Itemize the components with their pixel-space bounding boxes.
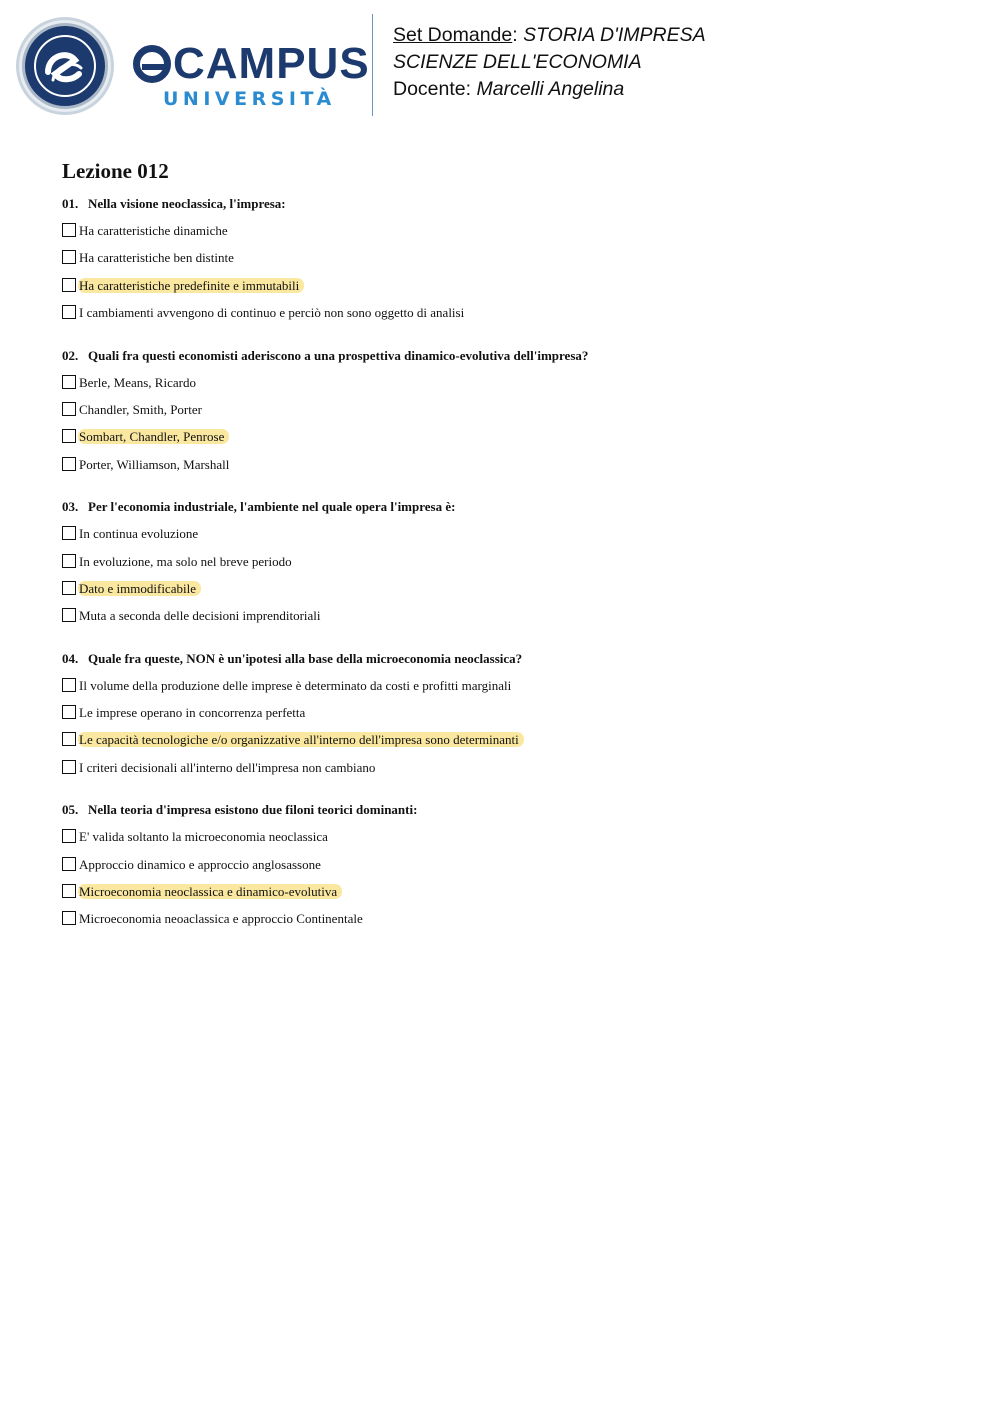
answer-checkbox[interactable] — [62, 705, 76, 719]
answer-option[interactable] — [62, 857, 962, 884]
question-text — [62, 348, 962, 364]
answer-label: E' valida soltanto la microeconomia neoclassica — [79, 829, 328, 845]
question-number: 05. — [62, 802, 79, 818]
set-label: Set Domande — [393, 24, 513, 46]
answer-option[interactable] — [62, 305, 962, 332]
answer-checkbox[interactable] — [62, 829, 76, 843]
answer-option[interactable] — [62, 526, 962, 553]
answer-option[interactable] — [62, 760, 962, 787]
answer-label: Chandler, Smith, Porter — [79, 401, 202, 417]
answer-option[interactable] — [62, 223, 962, 250]
answer-checkbox[interactable] — [62, 402, 76, 416]
question-number: 02. — [62, 347, 79, 363]
answer-option[interactable] — [62, 375, 962, 402]
header-divider — [372, 14, 373, 116]
answer-option[interactable] — [62, 250, 962, 277]
answer-checkbox[interactable] — [62, 732, 76, 746]
course-info — [393, 22, 706, 103]
answer-label: Muta a seconda delle decisioni imprenditoriali — [79, 608, 321, 624]
question-label: Nella teoria d'impresa esistono due filoni teorici dominanti: — [88, 802, 418, 818]
answer-label-highlighted: Microeconomia neoclassica e dinamico-evolutiva — [78, 884, 342, 899]
answer-label-highlighted: Le capacità tecnologiche e/o organizzative all'interno dell'impresa sono determinanti — [78, 732, 524, 747]
answer-checkbox[interactable] — [62, 608, 76, 622]
answer-label-highlighted: Sombart, Chandler, Penrose — [78, 429, 229, 444]
brand-subtitle: UNIVERSITÀ — [163, 88, 336, 110]
answer-label: Il volume della produzione delle imprese è determinato da costi e profitti marginali — [79, 677, 512, 693]
ecampus-wordmark-logo — [133, 39, 370, 114]
answer-option-correct[interactable] — [62, 732, 962, 759]
lesson-title: Lezione 012 — [62, 159, 169, 183]
answer-label: Ha caratteristiche dinamiche — [79, 223, 228, 238]
teacher-name: Marcelli Angelina — [476, 78, 625, 100]
answer-checkbox[interactable] — [62, 526, 76, 540]
question-text — [62, 802, 962, 818]
answer-option[interactable] — [62, 457, 962, 484]
question-number: 04. — [62, 650, 79, 666]
set-separator: : — [512, 24, 518, 46]
answer-option-correct[interactable] — [62, 884, 962, 911]
answer-checkbox[interactable] — [62, 250, 76, 264]
question-number: 03. — [62, 499, 79, 515]
course-line — [393, 22, 706, 49]
answer-label: I cambiamenti avvengono di continuo e perciò non sono oggetto di analisi — [79, 305, 465, 321]
answer-checkbox[interactable] — [62, 857, 76, 871]
brand-name: CAMPUS — [173, 39, 370, 88]
question — [62, 348, 962, 485]
question — [62, 499, 962, 636]
answer-option[interactable] — [62, 554, 962, 581]
answer-option[interactable] — [62, 608, 962, 635]
answer-option[interactable] — [62, 678, 962, 705]
answer-label-highlighted: Dato e immodificabile — [78, 581, 201, 596]
answer-option-correct[interactable] — [62, 429, 962, 456]
question-text — [62, 651, 962, 667]
question-number: 01. — [62, 196, 79, 211]
answer-label-highlighted: Ha caratteristiche predefinite e immutabili — [78, 278, 304, 293]
answer-label: Berle, Means, Ricardo — [79, 374, 196, 390]
question — [62, 651, 962, 788]
question-label: Quale fra queste, NON è un'ipotesi alla base della microeconomia neoclassica? — [88, 650, 523, 666]
answer-checkbox[interactable] — [62, 911, 76, 925]
answer-checkbox[interactable] — [62, 223, 76, 237]
answer-checkbox[interactable] — [62, 554, 76, 568]
teacher-label: Docente: — [393, 78, 472, 100]
answer-label: I criteri decisionali all'interno dell'impresa non cambiano — [79, 759, 376, 775]
answer-checkbox[interactable] — [62, 457, 76, 471]
course-name: STORIA D'IMPRESA — [523, 24, 706, 46]
answer-option[interactable] — [62, 402, 962, 429]
answer-option[interactable] — [62, 829, 962, 856]
answer-checkbox[interactable] — [62, 884, 76, 898]
answer-checkbox[interactable] — [62, 305, 76, 319]
answer-label: Porter, Williamson, Marshall — [79, 456, 230, 472]
question-list — [62, 196, 962, 954]
question-text — [62, 499, 962, 515]
answer-label: Le imprese operano in concorrenza perfetta — [79, 705, 306, 721]
question — [62, 196, 962, 333]
question-label: Quali fra questi economisti aderiscono a una prospettiva dinamico-evolutiva dell'impresa? — [88, 347, 589, 363]
question-text — [62, 196, 962, 212]
answer-checkbox[interactable] — [62, 581, 76, 595]
question-label: Per l'economia industriale, l'ambiente nel quale opera l'impresa è: — [88, 499, 456, 515]
answer-option[interactable] — [62, 911, 962, 938]
brand-e-mark — [133, 45, 171, 83]
answer-label: Microeconomia neoaclassica e approccio Continentale — [79, 911, 363, 927]
answer-label: Ha caratteristiche ben distinte — [79, 250, 234, 266]
answer-checkbox[interactable] — [62, 375, 76, 389]
answer-label: In continua evoluzione — [79, 526, 199, 542]
answer-option-correct[interactable] — [62, 581, 962, 608]
answer-label: In evoluzione, ma solo nel breve periodo — [79, 553, 292, 569]
answer-checkbox[interactable] — [62, 760, 76, 774]
ecampus-seal-logo — [15, 16, 115, 116]
teacher-line — [393, 76, 706, 103]
question — [62, 802, 962, 939]
answer-option-correct[interactable] — [62, 278, 962, 305]
answer-checkbox[interactable] — [62, 278, 76, 292]
answer-checkbox[interactable] — [62, 429, 76, 443]
answer-label: Approccio dinamico e approccio anglosassone — [79, 856, 321, 872]
answer-checkbox[interactable] — [62, 678, 76, 692]
question-label: Nella visione neoclassica, l'impresa: — [88, 196, 286, 211]
answer-option[interactable] — [62, 705, 962, 732]
faculty-name: SCIENZE DELL'ECONOMIA — [393, 51, 642, 73]
